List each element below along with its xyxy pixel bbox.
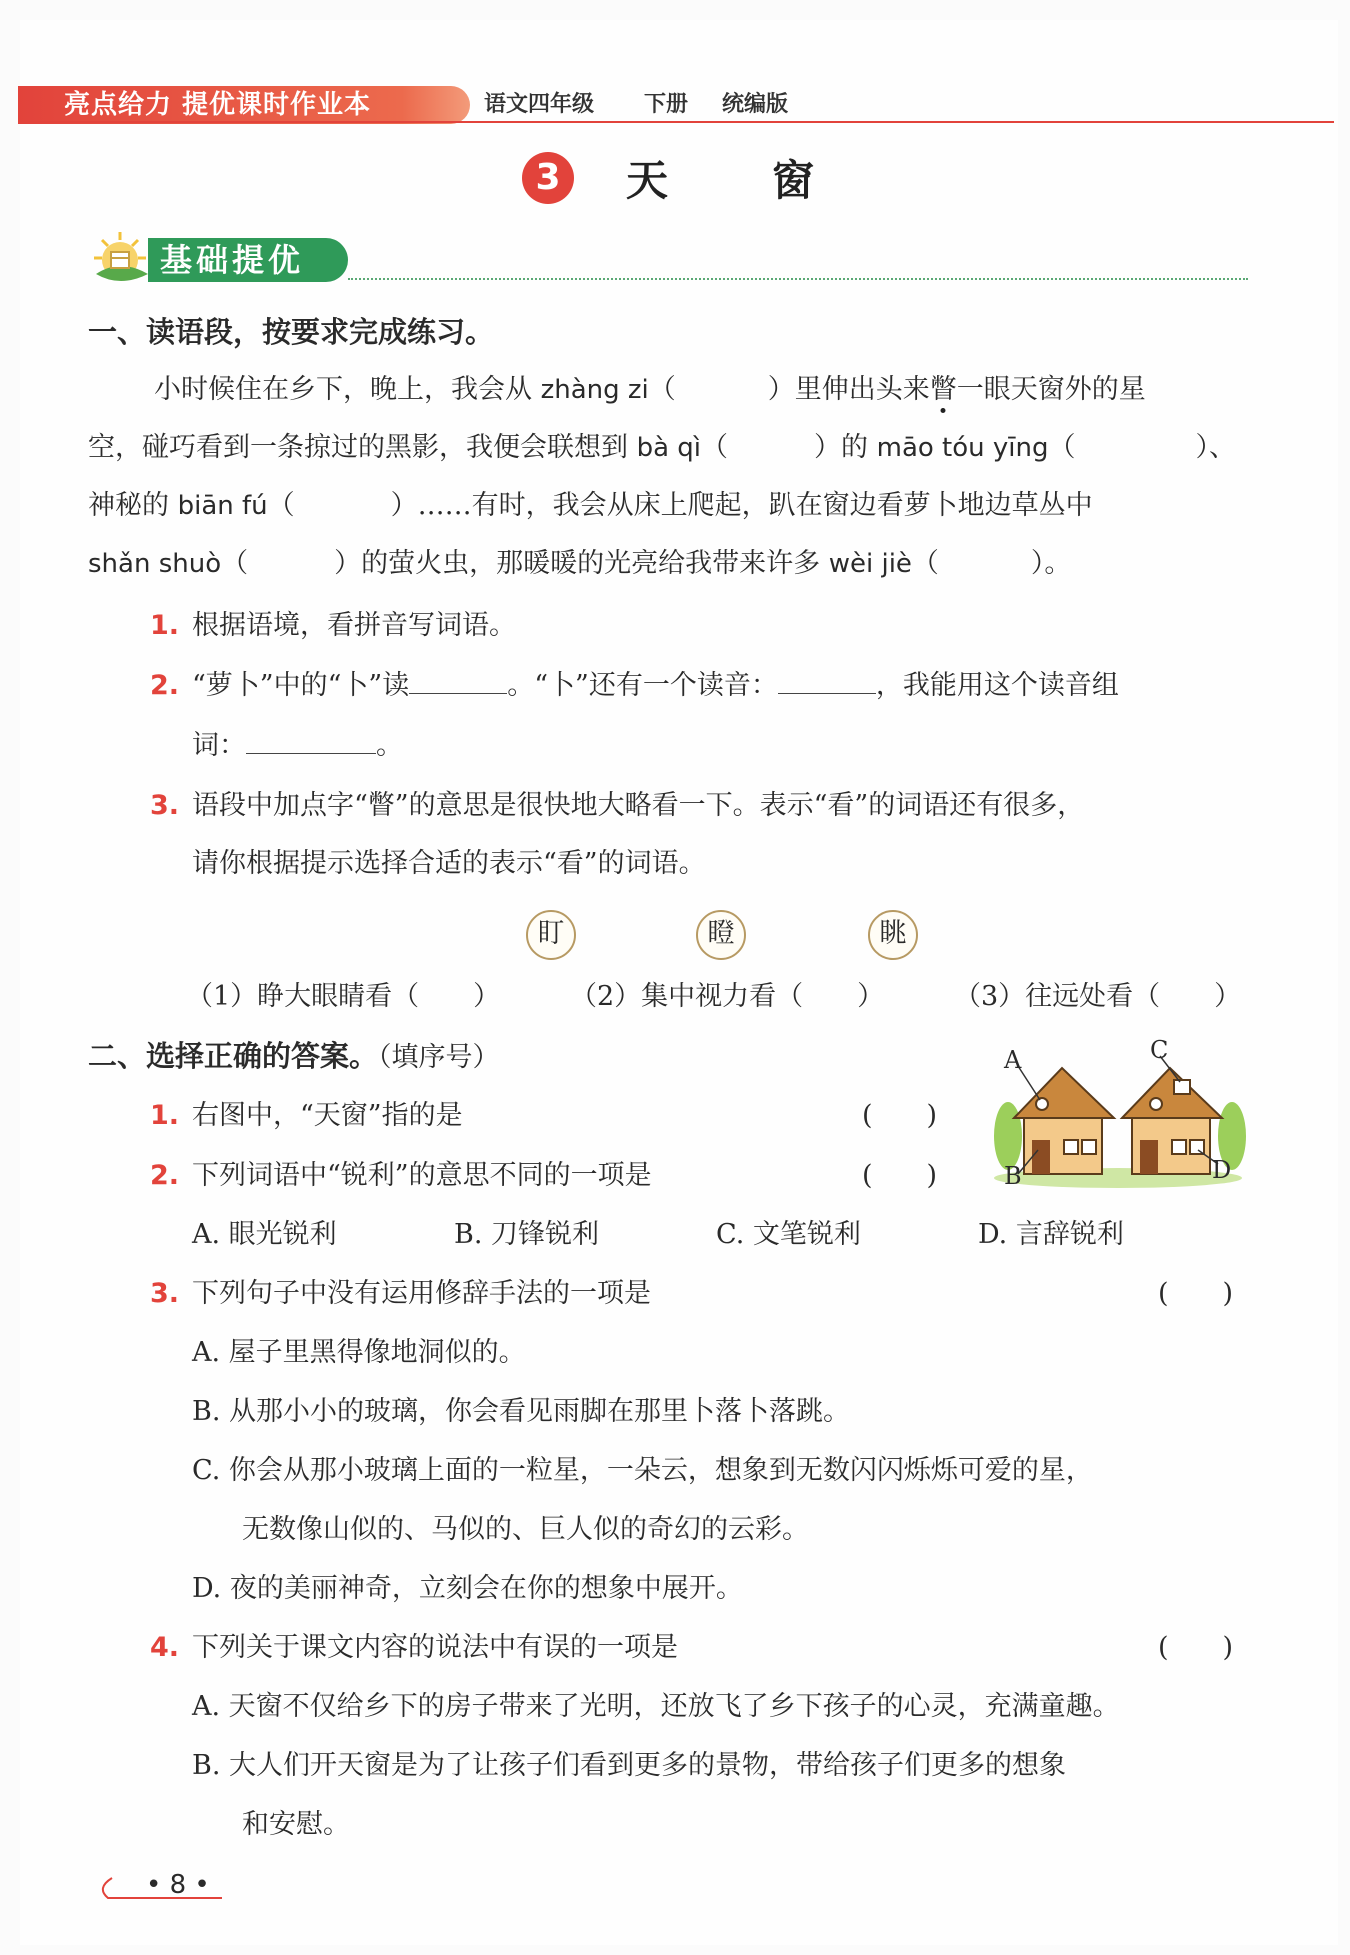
answer-blank-pu-reading[interactable] bbox=[409, 667, 507, 694]
pinyin-shanshuo: shǎn shuò bbox=[88, 549, 222, 579]
passage-line-4: shǎn shuò（ ）的萤火虫，那暖暖的光亮给我带来许多 wèi jiè（ ）。 bbox=[88, 548, 1072, 579]
figure-label-d: D bbox=[1212, 1156, 1232, 1184]
p2q3-answer[interactable]: ( ) bbox=[1158, 1278, 1234, 1309]
pinyin-zhangzi: zhàng zi bbox=[540, 375, 649, 405]
passage-text: 的萤火虫，那暖暖的光亮给我带来许多 bbox=[361, 548, 829, 579]
passage-text: 神秘的 bbox=[88, 490, 178, 521]
p2q2-text: 下列词语中“锐利”的意思不同的一项是 bbox=[192, 1160, 652, 1191]
passage-text: 空，碰巧看到一条掠过的黑影，我便会联想到 bbox=[88, 432, 637, 463]
p2q1-answer[interactable]: ( ) bbox=[862, 1100, 938, 1131]
q1-text: 根据语境，看拼音写词语。 bbox=[192, 610, 516, 641]
dotted-char-pie: 瞥 bbox=[929, 374, 957, 405]
part2-heading: 二、选择正确的答案。 bbox=[88, 1039, 379, 1073]
p2q3-number: 3. bbox=[150, 1278, 180, 1309]
passage-text: 一眼天窗外的星 bbox=[956, 374, 1146, 405]
q2-text: 。 bbox=[376, 730, 403, 761]
q2-text: 词： bbox=[192, 730, 246, 761]
q2-number: 2. bbox=[150, 670, 180, 701]
p2q2-option-b[interactable]: B. 刀锋锐利 bbox=[454, 1219, 600, 1250]
pinyin-bianfu: biān fú bbox=[177, 491, 268, 521]
p2q4-answer[interactable]: ( ) bbox=[1158, 1632, 1234, 1663]
houses-figure bbox=[988, 1040, 1250, 1190]
q2-line-2 bbox=[192, 726, 403, 766]
q1-number: 1. bbox=[150, 610, 180, 641]
header-volume: 下册 bbox=[644, 92, 689, 117]
figure-label-b: B bbox=[1004, 1162, 1022, 1190]
p2q3-option-b[interactable]: B. 从那小小的玻璃，你会看见雨脚在那里卜落卜落跳。 bbox=[192, 1396, 851, 1427]
option-char-deng: 瞪 bbox=[696, 910, 746, 960]
q3-line-1: 语段中加点字“瞥”的意思是很快地大略看一下。表示“看”的词语还有很多， bbox=[192, 790, 1085, 821]
pinyin-maotouying: māo tóu yīng bbox=[876, 433, 1049, 463]
p2q2-option-a[interactable]: A. 眼光锐利 bbox=[192, 1219, 337, 1250]
passage-text: 的 bbox=[841, 432, 877, 463]
p2q4-option-a[interactable]: A. 天窗不仅给乡下的房子带来了光明，还放飞了乡下孩子的心灵，充满童趣。 bbox=[192, 1691, 1120, 1722]
passage-line-1: 小时候住在乡下，晚上，我会从 zhàng zi（ ）里伸出头来瞥一眼天窗外的星 bbox=[154, 374, 1146, 405]
p2q2-option-d[interactable]: D. 言辞锐利 bbox=[978, 1219, 1124, 1250]
q2-text: ，我能用这个读音组 bbox=[875, 670, 1119, 701]
section-divider bbox=[348, 278, 1248, 280]
figure-label-a: A bbox=[1004, 1046, 1022, 1074]
passage-text: ……有时，我会从床上爬起，趴在窗边看萝卜地边草丛中 bbox=[417, 490, 1093, 521]
passage-line-2: 空，碰巧看到一条掠过的黑影，我便会联想到 bà qì（ ）的 māo tóu yīng（ ）、 bbox=[88, 432, 1236, 463]
q2-line-1 bbox=[192, 666, 1119, 706]
passage-text: 。 bbox=[1044, 548, 1072, 579]
q3-sub1[interactable]: （1）睁大眼睛看（ ） bbox=[186, 981, 501, 1012]
passage-text: 、 bbox=[1209, 432, 1236, 463]
header-subject: 语文四年级 bbox=[484, 92, 595, 117]
q3-number: 3. bbox=[150, 790, 180, 821]
q2-text: “萝卜”中的“卜”读 bbox=[192, 670, 410, 701]
part1-heading: 一、读语段，按要求完成练习。 bbox=[88, 315, 495, 349]
figure-label-c: C bbox=[1150, 1036, 1169, 1064]
pinyin-baqi: bà qì bbox=[636, 433, 702, 463]
lesson-title-char2: 窗 bbox=[772, 156, 815, 205]
p2q3-text: 下列句子中没有运用修辞手法的一项是 bbox=[192, 1278, 651, 1309]
part2-heading-note: （填序号） bbox=[378, 1042, 500, 1073]
p2q1-text: 右图中，“天窗”指的是 bbox=[192, 1100, 463, 1131]
p2q2-answer[interactable]: ( ) bbox=[862, 1160, 938, 1191]
passage-line-3: 神秘的 biān fú（ ）……有时，我会从床上爬起，趴在窗边看萝卜地边草丛中 bbox=[88, 490, 1093, 521]
p2q4-option-b-cont: 和安慰。 bbox=[242, 1809, 350, 1840]
p2q2-number: 2. bbox=[150, 1160, 180, 1191]
p2q4-number: 4. bbox=[150, 1632, 180, 1663]
pinyin-weijie: wèi jiè bbox=[828, 549, 912, 579]
p2q3-option-c[interactable]: C. 你会从那小玻璃上面的一粒星，一朵云，想象到无数闪闪烁烁可爱的星， bbox=[192, 1455, 1093, 1486]
p2q3-option-a[interactable]: A. 屋子里黑得像地洞似的。 bbox=[192, 1337, 526, 1368]
q2-text: 。“卜”还有一个读音： bbox=[507, 670, 778, 701]
p2q4-option-b[interactable]: B. 大人们开天窗是为了让孩子们看到更多的景物，带给孩子们更多的想象 bbox=[192, 1750, 1067, 1781]
lesson-title-char1: 天 bbox=[626, 156, 669, 205]
passage-text: 小时候住在乡下，晚上，我会从 bbox=[154, 374, 541, 405]
part2-heading-row bbox=[88, 1036, 500, 1078]
section-label: 基础提优 bbox=[160, 241, 305, 279]
answer-blank-bo-reading[interactable] bbox=[778, 667, 876, 694]
lesson-number: 3 bbox=[522, 152, 574, 204]
answer-blank-word[interactable] bbox=[246, 727, 376, 754]
q3-sub2[interactable]: （2）集中视力看（ ） bbox=[570, 981, 885, 1012]
q3-sub3[interactable]: （3）往远处看（ ） bbox=[954, 981, 1242, 1012]
p2q1-number: 1. bbox=[150, 1100, 180, 1131]
passage-text: 里伸出头来 bbox=[794, 374, 930, 405]
header-edition: 统编版 bbox=[722, 92, 789, 117]
p2q2-option-c[interactable]: C. 文笔锐利 bbox=[716, 1219, 861, 1250]
q3-line-2: 请你根据提示选择合适的表示“看”的词语。 bbox=[192, 848, 706, 879]
option-char-tiao: 眺 bbox=[868, 910, 918, 960]
p2q4-text: 下列关于课文内容的说法中有误的一项是 bbox=[192, 1632, 678, 1663]
p2q3-option-d[interactable]: D. 夜的美丽神奇，立刻会在你的想象中展开。 bbox=[192, 1573, 743, 1604]
page-number: • 8 • bbox=[146, 1870, 210, 1900]
option-char-ding: 盯 bbox=[526, 910, 576, 960]
header-brand: 亮点给力 提优课时作业本 bbox=[64, 90, 372, 120]
p2q3-option-c-cont: 无数像山似的、马似的、巨人似的奇幻的云彩。 bbox=[242, 1514, 809, 1545]
